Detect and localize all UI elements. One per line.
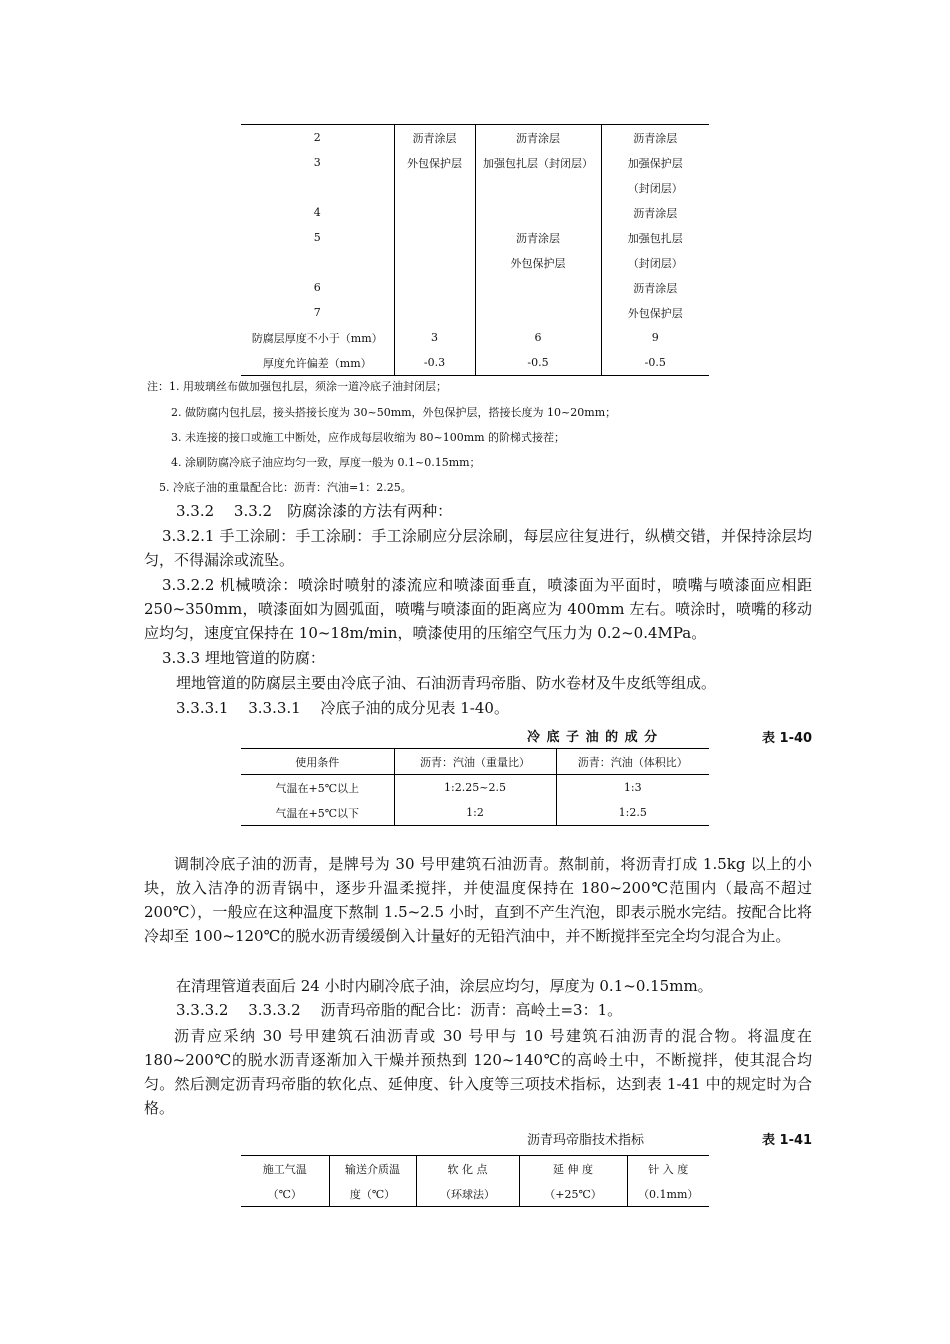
table-row (241, 125, 709, 151)
note-1: 注：1. 用玻璃丝布做加强包扎层，须涂一道冷底子油封闭层； (147, 380, 447, 393)
table-row (241, 275, 709, 300)
table-cell: -0.3 (394, 350, 475, 376)
paragraph-3-3-3: 埋地管道的防腐层主要由冷底子油、石油沥青玛帝脂、防水卷材及牛皮纸等组成。 (176, 674, 717, 692)
table-cell: -0.5 (475, 350, 601, 376)
paragraph-3-3-2-2: 3.3.2.2 机械喷涂：喷涂时喷射的漆流应和喷漆面垂直，喷漆面为平面时，喷嘴与喷漆面应相距 250~350mm，喷漆面如为圆弧面，喷嘴与喷漆面的距离应为 400mm 左右。喷涂时，喷嘴的移动应均匀，速度宜保持在 10~18m/min，喷漆使用的压缩空气压力为 0.2~0.4MPa。 (144, 576, 812, 642)
heading-3-3-3: 3.3.3 埋地管道的防腐： (162, 649, 325, 667)
table-cell: 6 (313, 281, 321, 294)
table-cell: 气温在+5℃以下 (275, 806, 360, 820)
table-cell: 3 (394, 325, 475, 350)
table-cell: 外包保护层 (601, 300, 709, 325)
paragraph-3-3-2-1: 3.3.2.1 手工涂刷：手工涂刷：手工涂刷应分层涂刷，每层应往复进行，纵横交错，并保持涂层均匀，不得漏涂或流坠。 (144, 527, 812, 569)
table-cell (475, 275, 601, 300)
table-cell (394, 175, 475, 200)
table-cell: 外包保护层 (475, 250, 601, 275)
table-cell: 1:2.5 (556, 800, 709, 826)
anticorrosion-layer-table (241, 124, 709, 376)
table-cell: 厚度允许偏差（mm） (262, 356, 372, 370)
table-cell: 4 (313, 206, 321, 219)
table-row (241, 250, 709, 275)
header-cell: 施工气温 (262, 1162, 307, 1176)
table-cell: 气温在+5℃以上 (275, 781, 360, 795)
table-140-number: 表 1-40 (762, 731, 813, 746)
table-header-row (241, 1181, 709, 1207)
table-cell (394, 250, 475, 275)
table-row (241, 325, 709, 350)
table-140-title: 冷 底 子 油 的 成 分 (527, 730, 659, 745)
table-cell: 沥青涂层 (475, 225, 601, 250)
cold-primer-composition-table (241, 748, 709, 826)
header-cell: （℃） (267, 1187, 302, 1201)
table-cell (394, 275, 475, 300)
table-cell: 1:2.25~2.5 (394, 775, 556, 801)
table-row (241, 300, 709, 325)
table-cell: 沥青涂层 (601, 125, 709, 151)
table-cell: 防腐层厚度不小于（mm） (251, 331, 383, 345)
header-cell: 沥青：汽油（重量比） (394, 749, 556, 775)
table-cell: 加强包扎层 (601, 225, 709, 250)
table-cell (241, 175, 394, 200)
header-cell: 输送介质温 (329, 1156, 416, 1182)
paragraph-apply-primer: 在清理管道表面后 24 小时内刷冷底子油，涂层应均匀，厚度为 0.1~0.15mm。 (176, 977, 713, 995)
header-cell: 针 入 度 (627, 1156, 709, 1182)
table-row (241, 175, 709, 200)
header-cell: 延 伸 度 (519, 1156, 627, 1182)
paragraph-prepare-primer: 调制冷底子油的沥青，是牌号为 30 号甲建筑石油沥青。熬制前，将沥青打成 1.5kg 以上的小块，放入洁净的沥青锅中，逐步升温柔搅拌，并使温度保持在 180~200℃范围内（最高不超过 200℃），一般应在这种温度下熬制 1.5~2.5 小时，直到不产生汽泡，即表示脱水完结。按配合比将冷却至 100~120℃的脱水沥青缓缓倒入计量好的无铅汽油中，并不断搅拌至完全均匀混合为止。 (144, 855, 812, 945)
paragraph-mastic: 沥青应采纳 30 号甲建筑石油沥青或 30 号甲与 10 号建筑石油沥青的混合物。将温度在 180~200℃的脱水沥青逐渐加入干燥并预热到 120~140℃的高岭土中，不断搅拌，使其混合均匀。然后测定沥青玛帝脂的软化点、延伸度、针入度等三项技术指标，达到表 1-41 中的规定时为合格。 (144, 1027, 812, 1117)
table-cell (475, 175, 601, 200)
table-cell: 2 (241, 125, 394, 151)
mastic-technical-index-table (241, 1155, 709, 1207)
table-cell: 7 (313, 306, 321, 319)
table-row (241, 225, 709, 250)
table-cell (241, 250, 394, 275)
table-cell: 3 (313, 156, 321, 169)
table-cell (394, 300, 475, 325)
table-cell: 外包保护层 (394, 150, 475, 175)
heading-3-3-2: 3.3.2 3.3.2 防腐涂漆的方法有两种： (176, 502, 453, 520)
table-cell: 沥青涂层 (601, 200, 709, 225)
table-row (241, 200, 709, 225)
table-cell: 加强包扎层（封闭层） (475, 150, 601, 175)
table-cell: 5 (313, 231, 321, 244)
table-cell: 9 (601, 325, 709, 350)
header-cell: 使用条件 (241, 749, 394, 775)
heading-3-3-3-1: 3.3.3.1 3.3.3.1 冷底子油的成分见表 1-40。 (176, 699, 509, 717)
table-141-number: 表 1-41 (762, 1133, 813, 1148)
table-141-title: 沥青玛帝脂技术指标 (527, 1133, 645, 1148)
table-header-row (241, 1156, 709, 1182)
header-cell: 软 化 点 (416, 1156, 519, 1182)
table-row (241, 800, 709, 826)
note-5: 5. 冷底子油的重量配合比：沥青：汽油=1：2.25。 (159, 481, 412, 494)
table-row (241, 350, 709, 376)
note-3: 3. 未连接的接口或施工中断处，应作成每层收缩为 80~100mm 的阶梯式接茬； (171, 431, 566, 444)
header-cell: 沥青：汽油（体积比） (556, 749, 709, 775)
table-cell (475, 200, 601, 225)
header-cell: 度（℃） (329, 1181, 416, 1207)
table-row (241, 150, 709, 175)
header-cell: （0.1mm） (627, 1181, 709, 1207)
table-cell (475, 300, 601, 325)
table-cell: 6 (475, 325, 601, 350)
table-cell: 沥青涂层 (475, 125, 601, 151)
heading-3-3-3-2: 3.3.3.2 3.3.3.2 沥青玛帝脂的配合比：沥青：高岭土=3：1。 (176, 1001, 623, 1019)
table-cell: -0.5 (601, 350, 709, 376)
note-2: 2. 做防腐内包扎层，接头搭接长度为 30~50mm，外包保护层，搭接长度为 10~20mm； (171, 406, 617, 419)
table-cell: （封闭层） (601, 175, 709, 200)
header-cell: （环球法） (416, 1181, 519, 1207)
table-header-row (241, 749, 709, 775)
table-row (241, 775, 709, 801)
table-cell (394, 200, 475, 225)
table-cell: 加强保护层 (601, 150, 709, 175)
table-cell: 沥青涂层 (394, 125, 475, 151)
table-cell: 1:2 (394, 800, 556, 826)
table-cell: 沥青涂层 (601, 275, 709, 300)
note-4: 4. 涂刷防腐冷底子油应均匀一致，厚度一般为 0.1~0.15mm； (171, 456, 481, 469)
table-cell (394, 225, 475, 250)
table-cell: 1:3 (556, 775, 709, 801)
header-cell: （+25℃） (519, 1181, 627, 1207)
table-cell: （封闭层） (601, 250, 709, 275)
